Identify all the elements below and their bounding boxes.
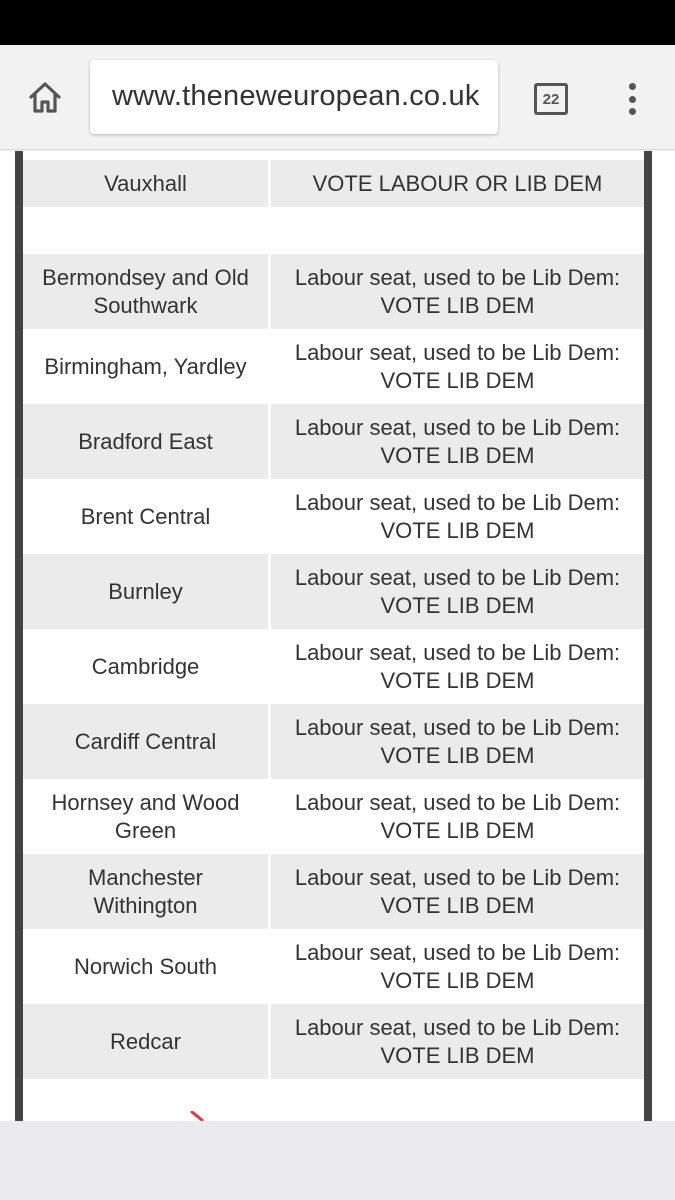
home-icon xyxy=(25,78,65,118)
more-options-button[interactable] xyxy=(615,77,649,121)
constituency-name: Burnley xyxy=(23,554,271,629)
table-row xyxy=(23,329,644,404)
voting-advice: VOTE LABOUR OR LIB DEM xyxy=(271,160,644,207)
table-row xyxy=(23,704,644,779)
url-bar[interactable] xyxy=(90,60,498,134)
constituency-name: Hornsey and Wood Green xyxy=(23,779,271,854)
table-row xyxy=(23,854,644,929)
table-row xyxy=(23,929,644,1004)
web-page-content[interactable] xyxy=(0,151,675,1121)
voting-advice: Labour seat, used to be Lib Dem: VOTE LIB DEM xyxy=(271,329,644,404)
content-frame-left xyxy=(15,151,23,1121)
more-vert-icon xyxy=(629,83,636,90)
voting-advice: Labour seat, used to be Lib Dem: VOTE LIB DEM xyxy=(271,479,644,554)
table-spacer xyxy=(23,207,644,254)
constituency-name: Cambridge xyxy=(23,629,271,704)
tab-switcher-button[interactable] xyxy=(530,78,572,120)
red-mark xyxy=(190,1111,206,1121)
voting-advice: Labour seat, used to be Lib Dem: VOTE LIB DEM xyxy=(271,929,644,1004)
voting-advice: Labour seat, used to be Lib Dem: VOTE LIB DEM xyxy=(271,254,644,329)
bottom-gray-area xyxy=(0,1121,675,1200)
voting-advice: Labour seat, used to be Lib Dem: VOTE LIB DEM xyxy=(271,779,644,854)
voting-advice: Labour seat, used to be Lib Dem: VOTE LIB DEM xyxy=(271,629,644,704)
constituency-name: Manchester Withington xyxy=(23,854,271,929)
constituency-name: Bradford East xyxy=(23,404,271,479)
constituency-name: Vauxhall xyxy=(23,160,271,207)
table-row xyxy=(23,554,644,629)
constituency-name: Bermondsey and Old Southwark xyxy=(23,254,271,329)
voting-advice: Labour seat, used to be Lib Dem: VOTE LIB DEM xyxy=(271,554,644,629)
tab-switcher-icon xyxy=(534,83,568,115)
constituency-name: Norwich South xyxy=(23,929,271,1004)
constituency-name: Cardiff Central xyxy=(23,704,271,779)
browser-toolbar xyxy=(0,45,675,150)
constituency-name: Brent Central xyxy=(23,479,271,554)
voting-advice: Labour seat, used to be Lib Dem: VOTE LIB DEM xyxy=(271,854,644,929)
voting-advice: Labour seat, used to be Lib Dem: VOTE LIB DEM xyxy=(271,404,644,479)
constituency-name: Redcar xyxy=(23,1004,271,1079)
constituency-name: Birmingham, Yardley xyxy=(23,329,271,404)
voting-advice: Labour seat, used to be Lib Dem: VOTE LIB DEM xyxy=(271,1004,644,1079)
constituency-table xyxy=(23,160,644,1079)
table-row xyxy=(23,254,644,329)
table-row xyxy=(23,160,644,207)
status-bar xyxy=(0,0,675,45)
tab-count: 22 xyxy=(542,90,560,108)
table-body xyxy=(23,254,644,1079)
table-row xyxy=(23,629,644,704)
home-button[interactable] xyxy=(20,75,70,121)
table-row xyxy=(23,1004,644,1079)
table-row xyxy=(23,479,644,554)
url-text: www.theneweuropean.co.uk xyxy=(112,80,480,112)
table-row xyxy=(23,779,644,854)
table-row xyxy=(23,404,644,479)
voting-advice: Labour seat, used to be Lib Dem: VOTE LIB DEM xyxy=(271,704,644,779)
content-frame-right xyxy=(644,151,652,1121)
